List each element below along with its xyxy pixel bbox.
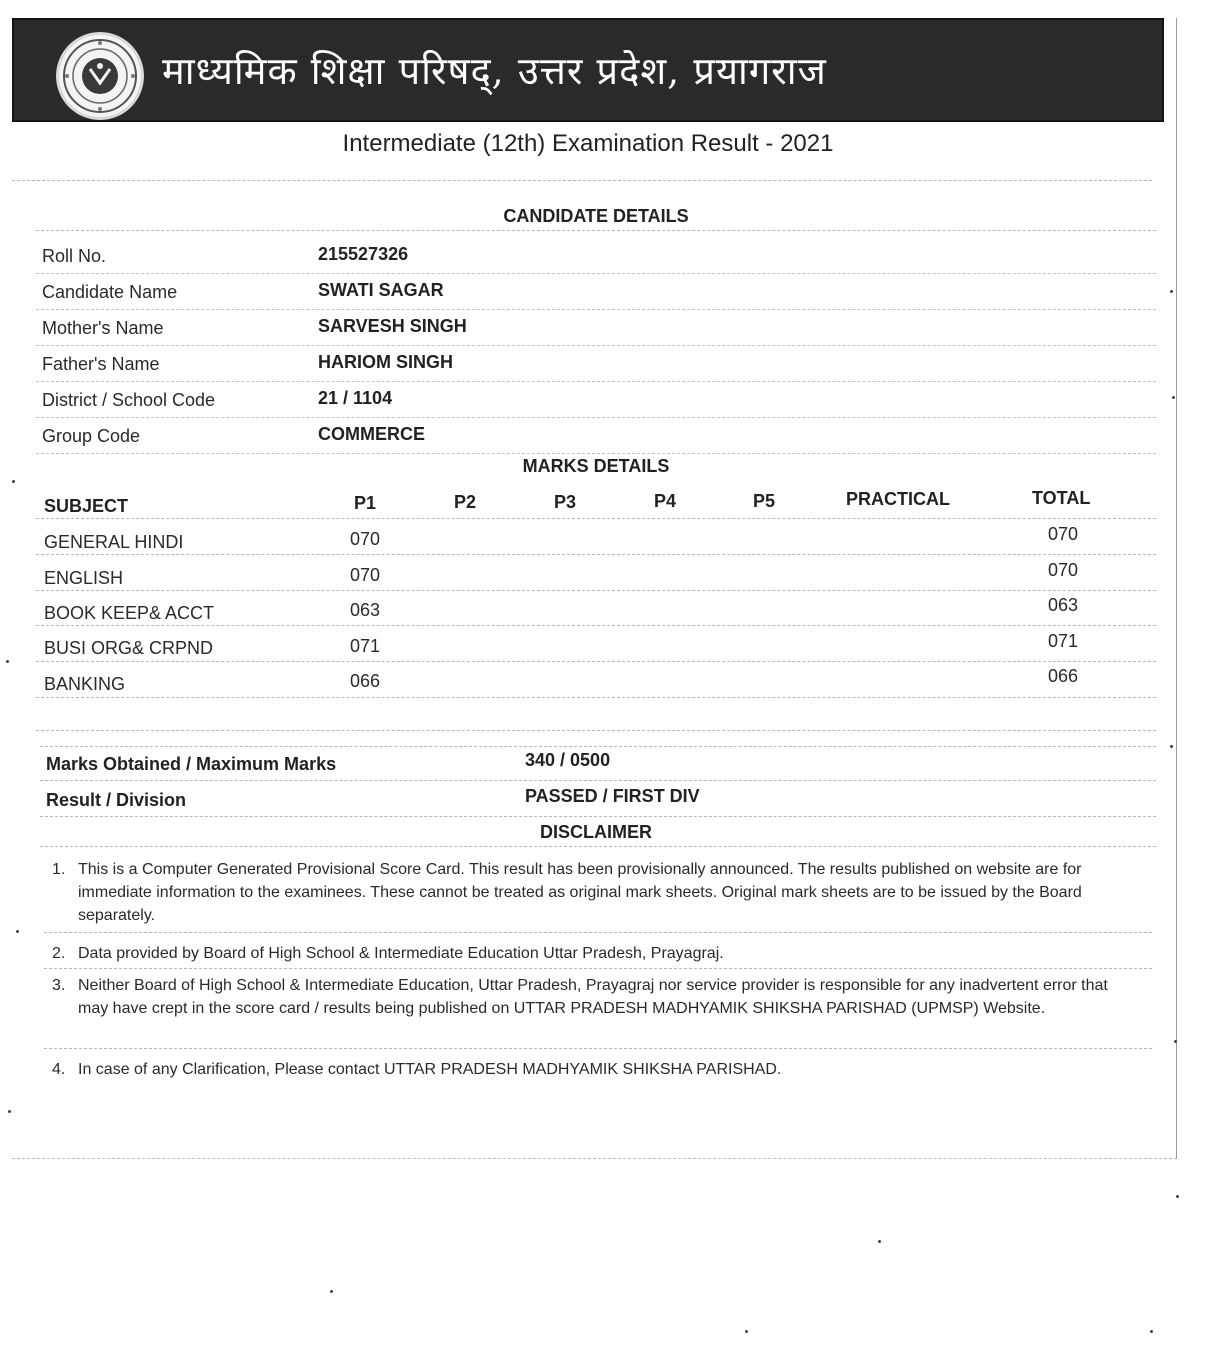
disclaimer-item (52, 1058, 1142, 1081)
divider (44, 1048, 1152, 1049)
header-banner (12, 18, 1164, 122)
divider (36, 730, 1156, 731)
scan-speck (6, 660, 9, 663)
subject-cell: BANKING (44, 674, 126, 694)
field-value: SARVESH SINGH (318, 316, 467, 336)
field-value: COMMERCE (318, 424, 425, 444)
divider (36, 661, 1156, 662)
divider (44, 932, 1152, 933)
disclaimer-item (52, 942, 1142, 965)
divider (40, 746, 1156, 747)
p1-cell: 063 (350, 600, 381, 620)
board-name: माध्यमिक शिक्षा परिषद्, उत्तर प्रदेश, प्रयागराज (162, 49, 827, 93)
column-header: PRACTICAL (846, 489, 950, 509)
scan-speck (12, 480, 15, 483)
field-label: Mother's Name (42, 318, 164, 338)
field-value: 215527326 (318, 244, 409, 264)
scan-speck (1170, 290, 1173, 293)
score-card-sheet (12, 18, 1177, 1159)
total-cell: 070 (1048, 560, 1079, 580)
column-header: P5 (753, 491, 776, 511)
scan-speck (1176, 1195, 1179, 1198)
scan-speck (1172, 396, 1175, 399)
marks-obtained-value: 340 / 0500 (525, 750, 611, 770)
divider (36, 590, 1156, 591)
p1-cell: 070 (350, 529, 381, 549)
p1-cell: 071 (350, 636, 381, 656)
column-header: P4 (654, 491, 677, 511)
scan-speck (1170, 745, 1173, 748)
divider (40, 780, 1156, 781)
subject-cell: BUSI ORG& CRPND (44, 638, 214, 658)
field-label: Candidate Name (42, 282, 178, 302)
total-cell: 063 (1048, 595, 1079, 615)
disclaimer-item-number: 1. (52, 861, 66, 878)
divider (36, 518, 1156, 519)
disclaimer-item-text: This is a Computer Generated Provisional Score Card. This result has been provisionally announced. The results published on website are for immediate information to the examinees. These cannot be treated as original mark sheets. Original mark sheets are to be issued by the Board separately. (78, 861, 1082, 924)
candidate-field-father-name (36, 346, 1156, 382)
column-header: P3 (554, 492, 577, 512)
field-label: Group Code (42, 426, 141, 446)
divider (36, 697, 1156, 698)
divider (40, 816, 1156, 817)
divider (44, 968, 1152, 969)
column-header: P2 (454, 492, 477, 512)
disclaimer-item-text: In case of any Clarification, Please contact UTTAR PRADESH MADHYAMIK SHIKSHA PARISHAD. (78, 1061, 782, 1078)
field-label: Roll No. (42, 246, 107, 266)
marks-obtained-label: Marks Obtained / Maximum Marks (46, 754, 337, 774)
column-header: SUBJECT (44, 496, 129, 516)
disclaimer-heading: DISCLAIMER (540, 822, 652, 842)
scan-speck (1174, 1040, 1177, 1043)
candidate-field-school-code (36, 382, 1156, 418)
total-cell: 066 (1048, 666, 1079, 686)
field-label: District / School Code (42, 390, 216, 410)
disclaimer-item-text: Neither Board of High School & Intermediate Education, Uttar Pradesh, Prayagraj nor service provider is responsible for any inadvertent error that may have crept in the score card / results being published on UTTAR PRADESH MADHYAMIK SHIKSHA PARISHAD (UPMSP) Website. (78, 977, 1108, 1017)
disclaimer-item (52, 858, 1142, 927)
subject-cell: GENERAL HINDI (44, 532, 184, 552)
field-value: HARIOM SINGH (318, 352, 453, 372)
candidate-field-group-code (36, 418, 1156, 454)
scan-speck (330, 1290, 333, 1293)
subject-cell: ENGLISH (44, 568, 124, 588)
candidate-field-mother-name (36, 310, 1156, 346)
field-value: 21 / 1104 (318, 388, 393, 408)
disclaimer-item-number: 4. (52, 1061, 66, 1078)
scan-speck (878, 1240, 881, 1243)
field-value: SWATI SAGAR (318, 280, 444, 300)
divider (36, 230, 1156, 231)
column-header: P1 (354, 493, 377, 513)
candidate-details-heading: CANDIDATE DETAILS (503, 206, 689, 226)
divider (12, 180, 1152, 181)
field-label: Father's Name (42, 354, 160, 374)
disclaimer-item-number: 2. (52, 945, 66, 962)
marks-details-heading: MARKS DETAILS (522, 456, 670, 476)
column-header: TOTAL (1032, 488, 1091, 508)
total-cell: 071 (1048, 631, 1079, 651)
scan-speck (8, 1110, 11, 1113)
disclaimer-item-number: 3. (52, 977, 66, 994)
divider (36, 625, 1156, 626)
candidate-field-name (36, 274, 1156, 310)
divider (40, 846, 1156, 847)
result-label: Result / Division (46, 790, 187, 810)
divider (36, 554, 1156, 555)
scan-speck (745, 1330, 748, 1333)
disclaimer-item-text: Data provided by Board of High School & Intermediate Education Uttar Pradesh, Prayagraj. (78, 945, 724, 962)
exam-title: Intermediate (12th) Examination Result - 2021 (342, 130, 834, 157)
subject-cell: BOOK KEEP& ACCT (44, 603, 215, 623)
candidate-field-roll-no (36, 238, 1156, 274)
p1-cell: 070 (350, 565, 381, 585)
total-cell: 070 (1048, 524, 1079, 544)
result-value: PASSED / FIRST DIV (525, 786, 700, 806)
scan-speck (1150, 1330, 1153, 1333)
p1-cell: 066 (350, 671, 381, 691)
scan-speck (16, 930, 19, 933)
disclaimer-item (52, 974, 1142, 1020)
board-emblem-icon (56, 32, 144, 120)
